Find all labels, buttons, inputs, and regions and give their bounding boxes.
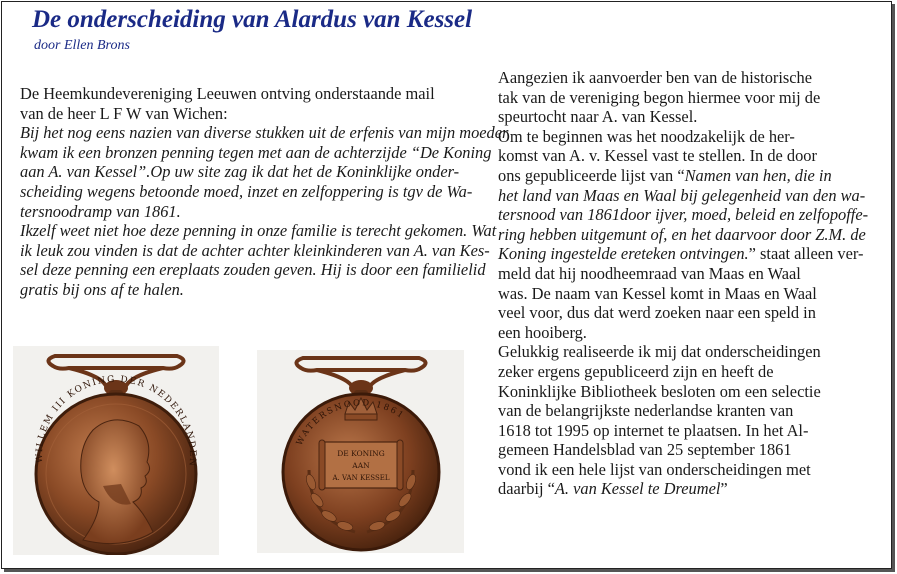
quote-line: sel deze penning een ereplaats zouden geven. Hij is door een familielid [20,260,486,280]
body-line: tak van de vereniging begon hiermee voor mij de [498,87,821,107]
medal-back-photo [257,350,464,553]
quote-line: kwam ik een bronzen penning tegen met aan de achterzijde “De Koning [20,142,492,162]
body-line-part: daarbij “ [498,479,555,499]
body-line-part: ons gepubliceerde lijst van “ [498,165,685,185]
quote-line: aan A. van Kessel”.Op uw site zag ik dat het de Koninklijke onder- [20,162,460,182]
body-line: een hooiberg. [498,322,587,342]
body-line: meld dat hij noodheemraad van Maas en Waal [498,263,801,283]
body-line: tersnood van 1861door ijver, moed, beleid en zelfopoffe- [498,205,869,225]
intro-line: De Heemkundevereniging Leeuwen ontving onderstaande mail [20,84,435,103]
quote-line: Bij het nog eens nazien van diverse stukken uit de erfenis van mijn moeder [20,123,509,143]
italic-quote: A. van Kessel te Dreumel [554,479,721,499]
plaque-line: DE KONING [337,449,385,458]
body-line: gemeen Handelsblad van 25 september 1861 [498,440,792,460]
body-line: Koninklijke Bibliotheek besloten om een selectie [498,381,821,401]
italic-quote: Namen van hen, die in [684,165,832,185]
body-line: veel voor, dus dat werd zoeken naar een speld in [498,303,816,323]
medal-back-image [257,350,464,553]
body-line: het land van Maas en Waal bij gelegenheid van den wa- [498,185,866,205]
body-line: vond ik een hele lijst van onderscheidingen met [498,459,811,479]
medal-front-inscription: WILLEM III KONING DER NEDERLANDEN [34,374,198,468]
quote-line: gratis bij ons af te halen. [20,279,184,299]
body-line: zeker ergens gepubliceerd zijn en heeft de [498,361,774,381]
medal-front-photo [13,346,219,555]
plaque-line: A. VAN KESSEL [332,474,390,482]
article-author: door Ellen Brons [34,38,130,53]
body-line: van de belangrijkste nederlandse kranten van [498,401,794,421]
left-column [20,84,509,300]
plaque-line: AAN [352,461,370,470]
body-line: ring hebben uitgemunt of, en het daarvoor door Z.M. de [498,224,866,244]
intro-line: van de heer L F W van Wichen: [20,103,228,123]
body-line: Gelukkig realiseerde ik mij dat onderscheidingen [498,342,821,362]
body-line-part: ” staat alleen ver- [748,244,864,264]
quote-line: scheiding wegens betoonde moed, inzet en zelfoppering is tgv de Wa- [20,181,473,201]
body-line [498,479,870,499]
body-line [498,166,870,186]
quote-line: tersnoodramp van 1861. [20,201,181,221]
body-line: speurtocht naar A. van Kessel. [498,107,698,127]
body-line: Aangezien ik aanvoerder ben van de historische [498,68,813,87]
document-page [1,1,892,569]
body-line: 1618 tot 1995 op internet te plaatsen. In het Al- [498,420,809,440]
quote-line: ik leuk zou vinden is dat de achter achter kleinkinderen van A. van Kes- [20,240,490,260]
body-line: was. De naam van Kessel komt in Maas en Waal [498,283,817,303]
body-line [498,244,870,264]
italic-quote: Koning ingestelde ereteken ontvingen. [498,244,749,264]
body-line-part: ” [720,479,728,499]
medal-front-image [13,346,219,555]
body-line: Om te beginnen was het noodzakelijk de her- [498,126,795,146]
body-line: komst van A. v. Kessel vast te stellen. In de door [498,146,817,166]
medal-back-rim-text: WATERSNOOD 1861 [294,398,407,448]
right-column [498,68,870,499]
article-title: De onderscheiding van Alardus van Kessel [32,6,473,33]
quote-line: Ikzelf weet niet hoe deze penning in onze familie is terecht gekomen. Wat [20,221,497,241]
